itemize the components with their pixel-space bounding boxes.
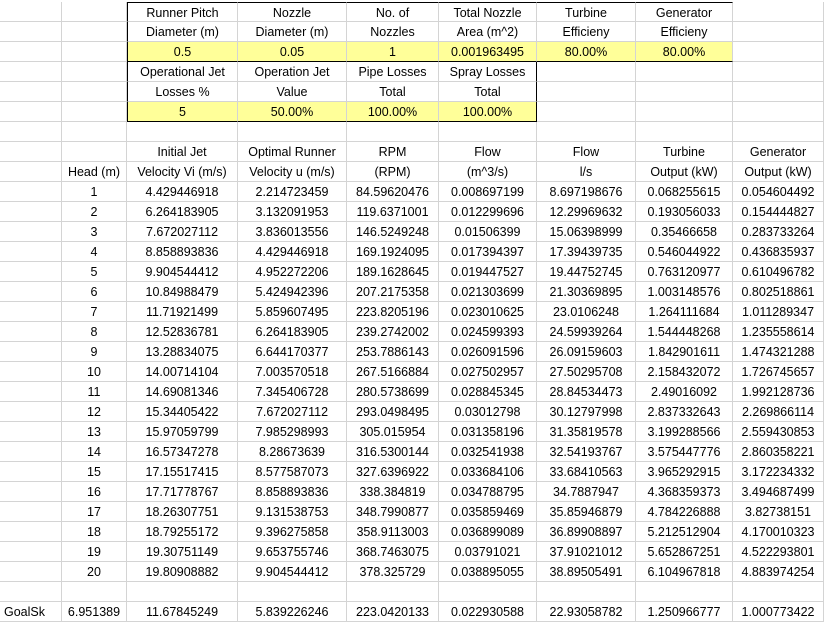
data-cell[interactable]: 12.52836781 (127, 322, 238, 342)
goal-value[interactable]: 223.0420133 (347, 602, 439, 622)
column-header[interactable]: Velocity u (m/s) (238, 162, 347, 182)
param-label[interactable]: Runner Pitch (127, 2, 238, 22)
empty-cell[interactable] (0, 82, 62, 102)
head-value[interactable]: 12 (62, 402, 127, 422)
data-cell[interactable]: 5.212512904 (636, 522, 733, 542)
data-cell[interactable]: 7.672027112 (127, 222, 238, 242)
goal-value[interactable]: 1.250966777 (636, 602, 733, 622)
data-cell[interactable]: 3.965292915 (636, 462, 733, 482)
data-cell[interactable]: 293.0498495 (347, 402, 439, 422)
empty-cell[interactable] (537, 582, 636, 602)
column-header[interactable]: (RPM) (347, 162, 439, 182)
data-cell[interactable]: 0.032541938 (439, 442, 537, 462)
data-cell[interactable]: 368.7463075 (347, 542, 439, 562)
data-cell[interactable]: 207.2175358 (347, 282, 439, 302)
empty-cell[interactable] (636, 582, 733, 602)
empty-cell[interactable] (238, 582, 347, 602)
data-cell[interactable]: 0.436835937 (733, 242, 824, 262)
data-cell[interactable]: 9.904544412 (127, 262, 238, 282)
param-label[interactable]: Operational Jet (127, 62, 238, 82)
data-cell[interactable]: 119.6371001 (347, 202, 439, 222)
column-header[interactable]: Turbine (636, 142, 733, 162)
head-value[interactable]: 7 (62, 302, 127, 322)
column-header[interactable]: Optimal Runner (238, 142, 347, 162)
empty-cell[interactable] (0, 442, 62, 462)
data-cell[interactable]: 1.544448268 (636, 322, 733, 342)
data-cell[interactable]: 0.028845345 (439, 382, 537, 402)
empty-cell[interactable] (537, 82, 636, 102)
data-cell[interactable]: 316.5300144 (347, 442, 439, 462)
param-label[interactable]: Losses % (127, 82, 238, 102)
data-cell[interactable]: 18.26307751 (127, 502, 238, 522)
empty-cell[interactable] (733, 82, 824, 102)
empty-cell[interactable] (733, 22, 824, 42)
data-cell[interactable]: 0.008697199 (439, 182, 537, 202)
data-cell[interactable]: 3.494687499 (733, 482, 824, 502)
head-value[interactable]: 5 (62, 262, 127, 282)
data-cell[interactable]: 10.84988479 (127, 282, 238, 302)
data-cell[interactable]: 6.264183905 (238, 322, 347, 342)
data-cell[interactable]: 6.264183905 (127, 202, 238, 222)
data-cell[interactable]: 7.345406728 (238, 382, 347, 402)
column-header[interactable]: Generator (733, 142, 824, 162)
head-value[interactable]: 10 (62, 362, 127, 382)
data-cell[interactable]: 0.027502957 (439, 362, 537, 382)
data-cell[interactable]: 14.00714104 (127, 362, 238, 382)
data-cell[interactable]: 4.368359373 (636, 482, 733, 502)
data-cell[interactable]: 17.71778767 (127, 482, 238, 502)
data-cell[interactable]: 9.653755746 (238, 542, 347, 562)
data-cell[interactable]: 24.59939264 (537, 322, 636, 342)
data-cell[interactable]: 37.91021012 (537, 542, 636, 562)
data-cell[interactable]: 0.01506399 (439, 222, 537, 242)
empty-cell[interactable] (636, 82, 733, 102)
param-label[interactable]: Efficieny (537, 22, 636, 42)
data-cell[interactable]: 348.7990877 (347, 502, 439, 522)
empty-cell[interactable] (733, 2, 824, 22)
empty-cell[interactable] (0, 342, 62, 362)
empty-cell[interactable] (0, 542, 62, 562)
data-cell[interactable]: 4.952272206 (238, 262, 347, 282)
data-cell[interactable]: 0.035859469 (439, 502, 537, 522)
param-label[interactable]: Generator (636, 2, 733, 22)
empty-cell[interactable] (733, 122, 824, 142)
data-cell[interactable]: 1.235558614 (733, 322, 824, 342)
data-cell[interactable]: 3.172234332 (733, 462, 824, 482)
empty-cell[interactable] (0, 182, 62, 202)
data-cell[interactable]: 9.131538753 (238, 502, 347, 522)
data-cell[interactable]: 84.59620476 (347, 182, 439, 202)
column-header[interactable]: Flow (439, 142, 537, 162)
data-cell[interactable]: 5.859607495 (238, 302, 347, 322)
data-cell[interactable]: 280.5738699 (347, 382, 439, 402)
data-cell[interactable]: 358.9113003 (347, 522, 439, 542)
empty-cell[interactable] (0, 562, 62, 582)
data-cell[interactable]: 6.104967818 (636, 562, 733, 582)
data-cell[interactable]: 4.883974254 (733, 562, 824, 582)
data-cell[interactable]: 8.577587073 (238, 462, 347, 482)
column-header[interactable] (62, 142, 127, 162)
data-cell[interactable]: 12.29969632 (537, 202, 636, 222)
data-cell[interactable]: 30.12797998 (537, 402, 636, 422)
data-cell[interactable]: 0.034788795 (439, 482, 537, 502)
head-value[interactable]: 16 (62, 482, 127, 502)
data-cell[interactable]: 223.8205196 (347, 302, 439, 322)
empty-cell[interactable] (0, 382, 62, 402)
data-cell[interactable]: 4.429446918 (127, 182, 238, 202)
data-cell[interactable]: 146.5249248 (347, 222, 439, 242)
empty-cell[interactable] (0, 22, 62, 42)
data-cell[interactable]: 0.024599393 (439, 322, 537, 342)
data-cell[interactable]: 15.97059799 (127, 422, 238, 442)
head-value[interactable]: 19 (62, 542, 127, 562)
head-value[interactable]: 11 (62, 382, 127, 402)
empty-cell[interactable] (0, 502, 62, 522)
empty-cell[interactable] (0, 262, 62, 282)
data-cell[interactable]: 19.80908882 (127, 562, 238, 582)
data-cell[interactable]: 1.842901611 (636, 342, 733, 362)
empty-cell[interactable] (733, 582, 824, 602)
empty-cell[interactable] (0, 302, 62, 322)
empty-cell[interactable] (0, 42, 62, 62)
data-cell[interactable]: 3.199288566 (636, 422, 733, 442)
data-cell[interactable]: 3.836013556 (238, 222, 347, 242)
empty-cell[interactable] (0, 322, 62, 342)
empty-cell[interactable] (439, 582, 537, 602)
data-cell[interactable]: 2.837332643 (636, 402, 733, 422)
data-cell[interactable]: 0.026091596 (439, 342, 537, 362)
empty-cell[interactable] (0, 202, 62, 222)
head-value[interactable]: 1 (62, 182, 127, 202)
data-cell[interactable]: 32.54193767 (537, 442, 636, 462)
data-cell[interactable]: 7.985298993 (238, 422, 347, 442)
data-cell[interactable]: 239.2742002 (347, 322, 439, 342)
empty-cell[interactable] (62, 582, 127, 602)
data-cell[interactable]: 2.269866114 (733, 402, 824, 422)
data-cell[interactable]: 15.34405422 (127, 402, 238, 422)
data-cell[interactable]: 1.474321288 (733, 342, 824, 362)
data-cell[interactable]: 327.6396922 (347, 462, 439, 482)
column-header[interactable]: l/s (537, 162, 636, 182)
goal-value[interactable]: 11.67845249 (127, 602, 238, 622)
data-cell[interactable]: 338.384819 (347, 482, 439, 502)
data-cell[interactable]: 27.50295708 (537, 362, 636, 382)
empty-cell[interactable] (238, 122, 347, 142)
data-cell[interactable]: 0.763120977 (636, 262, 733, 282)
empty-cell[interactable] (733, 42, 824, 62)
goal-value[interactable]: 0.022930588 (439, 602, 537, 622)
data-cell[interactable]: 0.154444827 (733, 202, 824, 222)
data-cell[interactable]: 17.15517415 (127, 462, 238, 482)
param-label[interactable]: Efficieny (636, 22, 733, 42)
empty-cell[interactable] (0, 142, 62, 162)
empty-cell[interactable] (537, 62, 636, 82)
empty-cell[interactable] (62, 22, 127, 42)
data-cell[interactable]: 1.264111684 (636, 302, 733, 322)
data-cell[interactable]: 14.69081346 (127, 382, 238, 402)
column-header[interactable]: Output (kW) (636, 162, 733, 182)
column-header[interactable]: (m^3/s) (439, 162, 537, 182)
empty-cell[interactable] (0, 122, 62, 142)
data-cell[interactable]: 21.30369895 (537, 282, 636, 302)
data-cell[interactable]: 4.429446918 (238, 242, 347, 262)
data-cell[interactable]: 1.011289347 (733, 302, 824, 322)
data-cell[interactable]: 6.644170377 (238, 342, 347, 362)
param-value[interactable]: 0.5 (127, 42, 238, 62)
data-cell[interactable]: 1.726745657 (733, 362, 824, 382)
param-label[interactable]: Total Nozzle (439, 2, 537, 22)
empty-cell[interactable] (537, 102, 636, 122)
param-label[interactable]: Turbine (537, 2, 636, 22)
data-cell[interactable]: 1.003148576 (636, 282, 733, 302)
empty-cell[interactable] (0, 102, 62, 122)
column-header[interactable]: Output (kW) (733, 162, 824, 182)
data-cell[interactable]: 0.038895055 (439, 562, 537, 582)
data-cell[interactable]: 189.1628645 (347, 262, 439, 282)
empty-cell[interactable] (439, 122, 537, 142)
data-cell[interactable]: 8.858893836 (238, 482, 347, 502)
param-value[interactable]: 100.00% (439, 102, 537, 122)
empty-cell[interactable] (0, 482, 62, 502)
data-cell[interactable]: 0.054604492 (733, 182, 824, 202)
empty-cell[interactable] (0, 362, 62, 382)
data-cell[interactable]: 35.85946879 (537, 502, 636, 522)
data-cell[interactable]: 1.992128736 (733, 382, 824, 402)
data-cell[interactable]: 7.672027112 (238, 402, 347, 422)
data-cell[interactable]: 2.214723459 (238, 182, 347, 202)
empty-cell[interactable] (127, 122, 238, 142)
data-cell[interactable]: 7.003570518 (238, 362, 347, 382)
empty-cell[interactable] (0, 282, 62, 302)
param-label[interactable]: Pipe Losses (347, 62, 439, 82)
param-label[interactable]: Nozzles (347, 22, 439, 42)
goal-value[interactable]: 1.000773422 (733, 602, 824, 622)
data-cell[interactable]: 5.424942396 (238, 282, 347, 302)
data-cell[interactable]: 18.79255172 (127, 522, 238, 542)
param-label[interactable]: Total (439, 82, 537, 102)
data-cell[interactable]: 9.904544412 (238, 562, 347, 582)
data-cell[interactable]: 378.325729 (347, 562, 439, 582)
param-value[interactable]: 1 (347, 42, 439, 62)
data-cell[interactable]: 3.575447776 (636, 442, 733, 462)
param-label[interactable]: Nozzle (238, 2, 347, 22)
empty-cell[interactable] (0, 422, 62, 442)
param-label[interactable]: Total (347, 82, 439, 102)
data-cell[interactable]: 16.57347278 (127, 442, 238, 462)
data-cell[interactable]: 4.170010323 (733, 522, 824, 542)
param-label[interactable]: Diameter (m) (238, 22, 347, 42)
empty-cell[interactable] (127, 582, 238, 602)
column-header[interactable]: Flow (537, 142, 636, 162)
data-cell[interactable]: 0.03012798 (439, 402, 537, 422)
data-cell[interactable]: 19.44752745 (537, 262, 636, 282)
data-cell[interactable]: 0.546044922 (636, 242, 733, 262)
param-value[interactable]: 50.00% (238, 102, 347, 122)
goal-value[interactable]: 5.839226246 (238, 602, 347, 622)
head-value[interactable]: 17 (62, 502, 127, 522)
param-label[interactable]: Operation Jet (238, 62, 347, 82)
empty-cell[interactable] (733, 62, 824, 82)
param-value[interactable]: 100.00% (347, 102, 439, 122)
empty-cell[interactable] (0, 222, 62, 242)
data-cell[interactable]: 8.28673639 (238, 442, 347, 462)
empty-cell[interactable] (62, 102, 127, 122)
data-cell[interactable]: 0.021303699 (439, 282, 537, 302)
head-value[interactable]: 14 (62, 442, 127, 462)
data-cell[interactable]: 2.860358221 (733, 442, 824, 462)
data-cell[interactable]: 0.35466658 (636, 222, 733, 242)
param-value[interactable]: 0.05 (238, 42, 347, 62)
data-cell[interactable]: 19.30751149 (127, 542, 238, 562)
data-cell[interactable]: 28.84534473 (537, 382, 636, 402)
empty-cell[interactable] (0, 582, 62, 602)
data-cell[interactable]: 267.5166884 (347, 362, 439, 382)
data-cell[interactable]: 3.82738151 (733, 502, 824, 522)
data-cell[interactable]: 169.1924095 (347, 242, 439, 262)
empty-cell[interactable] (62, 2, 127, 22)
empty-cell[interactable] (0, 162, 62, 182)
empty-cell[interactable] (0, 242, 62, 262)
empty-cell[interactable] (636, 62, 733, 82)
param-value[interactable]: 80.00% (537, 42, 636, 62)
data-cell[interactable]: 3.132091953 (238, 202, 347, 222)
empty-cell[interactable] (0, 2, 62, 22)
data-cell[interactable]: 253.7886143 (347, 342, 439, 362)
head-value[interactable]: 20 (62, 562, 127, 582)
data-cell[interactable]: 31.35819578 (537, 422, 636, 442)
data-cell[interactable]: 305.015954 (347, 422, 439, 442)
data-cell[interactable]: 0.193056033 (636, 202, 733, 222)
column-header[interactable]: Head (m) (62, 162, 127, 182)
empty-cell[interactable] (347, 122, 439, 142)
param-label[interactable]: No. of (347, 2, 439, 22)
data-cell[interactable]: 15.06398999 (537, 222, 636, 242)
data-cell[interactable]: 0.012299696 (439, 202, 537, 222)
empty-cell[interactable] (733, 102, 824, 122)
data-cell[interactable]: 0.017394397 (439, 242, 537, 262)
empty-cell[interactable] (0, 402, 62, 422)
data-cell[interactable]: 2.158432072 (636, 362, 733, 382)
data-cell[interactable]: 0.019447527 (439, 262, 537, 282)
column-header[interactable]: RPM (347, 142, 439, 162)
empty-cell[interactable] (0, 462, 62, 482)
param-value[interactable]: 5 (127, 102, 238, 122)
head-value[interactable]: 15 (62, 462, 127, 482)
empty-cell[interactable] (0, 62, 62, 82)
empty-cell[interactable] (62, 42, 127, 62)
empty-cell[interactable] (62, 82, 127, 102)
param-value[interactable]: 0.001963495 (439, 42, 537, 62)
column-header[interactable]: Velocity Vi (m/s) (127, 162, 238, 182)
data-cell[interactable]: 5.652867251 (636, 542, 733, 562)
data-cell[interactable]: 0.031358196 (439, 422, 537, 442)
param-label[interactable]: Spray Losses (439, 62, 537, 82)
empty-cell[interactable] (0, 522, 62, 542)
empty-cell[interactable] (347, 582, 439, 602)
param-label[interactable]: Area (m^2) (439, 22, 537, 42)
empty-cell[interactable] (636, 122, 733, 142)
empty-cell[interactable] (62, 62, 127, 82)
data-cell[interactable]: 38.89505491 (537, 562, 636, 582)
param-value[interactable]: 80.00% (636, 42, 733, 62)
data-cell[interactable]: 36.89908897 (537, 522, 636, 542)
data-cell[interactable]: 8.858893836 (127, 242, 238, 262)
data-cell[interactable]: 26.09159603 (537, 342, 636, 362)
head-value[interactable]: 13 (62, 422, 127, 442)
head-value[interactable]: 9 (62, 342, 127, 362)
data-cell[interactable]: 2.559430853 (733, 422, 824, 442)
empty-cell[interactable] (636, 102, 733, 122)
goal-label[interactable]: GoalSk (0, 602, 62, 622)
goal-value[interactable]: 22.93058782 (537, 602, 636, 622)
data-cell[interactable]: 0.03791021 (439, 542, 537, 562)
data-cell[interactable]: 0.033684106 (439, 462, 537, 482)
head-value[interactable]: 2 (62, 202, 127, 222)
data-cell[interactable]: 0.283733264 (733, 222, 824, 242)
data-cell[interactable]: 4.784226888 (636, 502, 733, 522)
data-cell[interactable]: 0.610496782 (733, 262, 824, 282)
data-cell[interactable]: 17.39439735 (537, 242, 636, 262)
head-value[interactable]: 4 (62, 242, 127, 262)
data-cell[interactable]: 33.68410563 (537, 462, 636, 482)
data-cell[interactable]: 34.7887947 (537, 482, 636, 502)
data-cell[interactable]: 0.023010625 (439, 302, 537, 322)
head-value[interactable]: 6 (62, 282, 127, 302)
param-label[interactable]: Diameter (m) (127, 22, 238, 42)
data-cell[interactable]: 0.036899089 (439, 522, 537, 542)
head-value[interactable]: 8 (62, 322, 127, 342)
data-cell[interactable]: 8.697198676 (537, 182, 636, 202)
head-value[interactable]: 18 (62, 522, 127, 542)
head-value[interactable]: 3 (62, 222, 127, 242)
empty-cell[interactable] (62, 122, 127, 142)
empty-cell[interactable] (537, 122, 636, 142)
data-cell[interactable]: 23.0106248 (537, 302, 636, 322)
data-cell[interactable]: 2.49016092 (636, 382, 733, 402)
goal-head[interactable]: 6.951389 (62, 602, 127, 622)
data-cell[interactable]: 11.71921499 (127, 302, 238, 322)
column-header[interactable]: Initial Jet (127, 142, 238, 162)
data-cell[interactable]: 4.522293801 (733, 542, 824, 562)
data-cell[interactable]: 13.28834075 (127, 342, 238, 362)
data-cell[interactable]: 0.068255615 (636, 182, 733, 202)
data-cell[interactable]: 0.802518861 (733, 282, 824, 302)
data-cell[interactable]: 9.396275858 (238, 522, 347, 542)
param-label[interactable]: Value (238, 82, 347, 102)
